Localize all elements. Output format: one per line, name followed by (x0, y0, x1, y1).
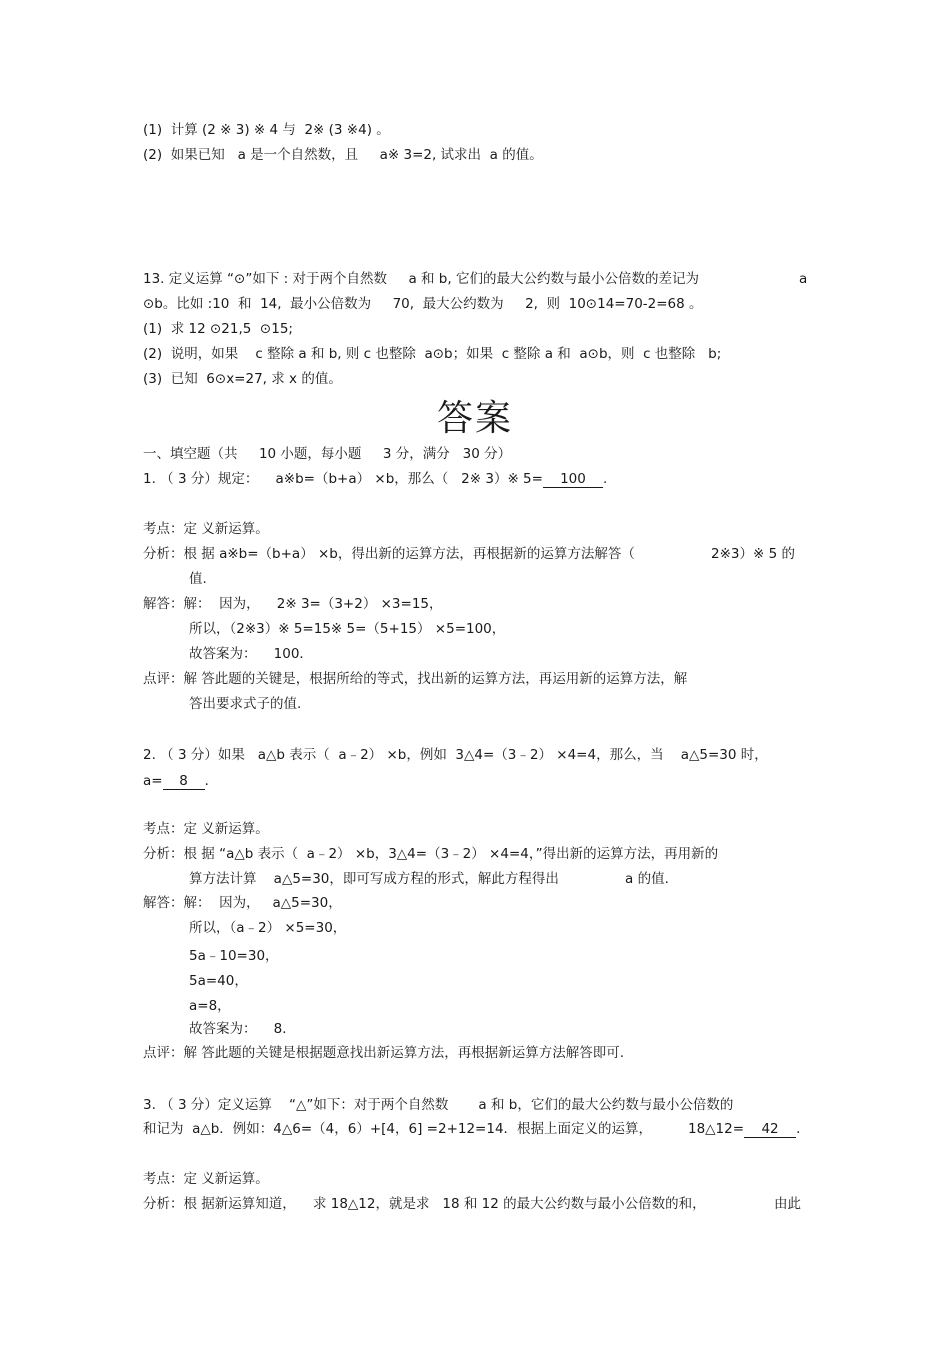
q12-part2: (2) 如果已知 a 是一个自然数，且 a※ 3=2, 试求出 a 的值。 (143, 147, 543, 163)
a3-fenxi-line1-end: 由此 (774, 1196, 801, 1212)
a1-dianping-line2: 答出要求式子的值. (189, 696, 302, 712)
a1-jieda-line2: 所以，（2※3）※ 5=15※ 5=（5+15） ×5=100， (189, 621, 506, 637)
a2-jieda-line2: 所以，（a﹣2） ×5=30， (189, 920, 347, 936)
a1-question (143, 470, 607, 488)
a2-fenxi-line1: 分析：根 据 “a△b 表示（ a﹣2） ×b，3△4=（3﹣2） ×4=4，”得出新的运算方法，再用新的 (143, 846, 719, 862)
a3-question-line1: 3. （ 3 分）定义运算 “△”如下：对于两个自然数 a 和 b，它们的最大公约数与最小公倍数的 (143, 1097, 734, 1113)
a1-jieda-line3: 故答案为： 100． (189, 646, 313, 662)
q13-line1: 13. 定义运算 “⊙”如下 : 对于两个自然数 a 和 b, 它们的最大公约数与最小公倍数的差记为 (143, 271, 699, 287)
a2-answer-blank: 8 (163, 774, 205, 790)
a3-question-tail: . (796, 1121, 801, 1137)
a3-kaodian: 考点：定 义新运算。 (143, 1171, 269, 1187)
q13-part3: (3) 已知 6⊙x=27, 求 x 的值。 (143, 371, 342, 387)
a3-question-line2-end (688, 1120, 800, 1138)
q12-part1: (1) 计算 (2 ※ 3) ※ 4 与 2※ (3 ※4) 。 (143, 122, 390, 138)
a1-question-text: 1. （ 3 分）规定： a※b=（b+a） ×b，那么（ 2※ 3）※ 5= (143, 471, 543, 487)
a3-fenxi-line1: 分析：根 据新运算知道， 求 18△12，就是求 18 和 12 的最大公约数与最小公倍数的和， (143, 1196, 706, 1212)
a1-answer-blank: 100 (543, 472, 603, 488)
a2-answer-tail: ． (204, 773, 219, 789)
a2-kaodian: 考点：定 义新运算。 (143, 821, 269, 837)
a2-fenxi-line2-end: a 的值. (625, 871, 669, 887)
a1-fenxi-line2: 值. (189, 571, 207, 587)
a3-question-expr: 18△12= (688, 1121, 745, 1137)
a2-jieda-line6: 故答案为： 8． (189, 1021, 296, 1037)
q13-part1: (1) 求 12 ⊙21,5 ⊙15; (143, 321, 293, 337)
a2-jieda-line5: a=8， (189, 998, 231, 1014)
a1-dianping-line1: 点评：解 答此题的关键是，根据所给的等式，找出新的运算方法，再运用新的运算方法，解 (143, 671, 688, 687)
a1-question-tail: . (602, 471, 608, 487)
a2-dianping-line1: 点评：解 答此题的关键是根据题意找出新运算方法，再根据新运算方法解答即可. (143, 1045, 625, 1061)
a2-question: 2. （ 3 分）如果 a△b 表示（ a﹣2） ×b，例如 3△4=（3﹣2） ×4=4，那么，当 a△5=30 时， (143, 747, 768, 763)
section-heading: 一、填空题（共 10 小题，每小题 3 分，满分 30 分） (143, 446, 512, 462)
q13-line2: ⊙b。比如 :10 和 14, 最小公倍数为 70, 最大公约数为 2, 则 10⊙14=70-2=68 。 (143, 296, 703, 312)
a3-question-line2: 和记为 a△b．例如：4△6=（4，6）+[4，6] =2+12=14．根据上面定义的运算， (143, 1121, 653, 1137)
a3-answer-blank: 42 (744, 1122, 796, 1138)
a1-fenxi-line1: 分析：根 据 a※b=（b+a） ×b，得出新的运算方法，再根据新的运算方法解答（ (143, 546, 635, 562)
a2-answer-line (143, 772, 218, 790)
a2-answer-prefix: a= (143, 773, 163, 789)
a1-fenxi-line1-end: 2※3）※ 5 的 (711, 546, 795, 562)
a2-jieda-line1: 解答：解： 因为， a△5=30， (143, 895, 342, 911)
q13-part2: (2) 说明，如果 c 整除 a 和 b, 则 c 也整除 a⊙b；如果 c 整除 a 和 a⊙b，则 c 也整除 b; (143, 346, 722, 362)
a2-jieda-line4: 5a=40， (189, 973, 248, 989)
a1-jieda-line1: 解答：解： 因为， 2※ 3=（3+2） ×3=15， (143, 596, 443, 612)
answer-title: 答案 (436, 398, 513, 439)
a2-fenxi-line2: 算方法计算 a△5=30，即可写成方程的形式，解此方程得出 (189, 871, 559, 887)
a1-kaodian: 考点：定 义新运算。 (143, 521, 269, 537)
q13-line1-end: a (799, 271, 808, 287)
a2-jieda-line3: 5a﹣10=30， (189, 948, 279, 964)
